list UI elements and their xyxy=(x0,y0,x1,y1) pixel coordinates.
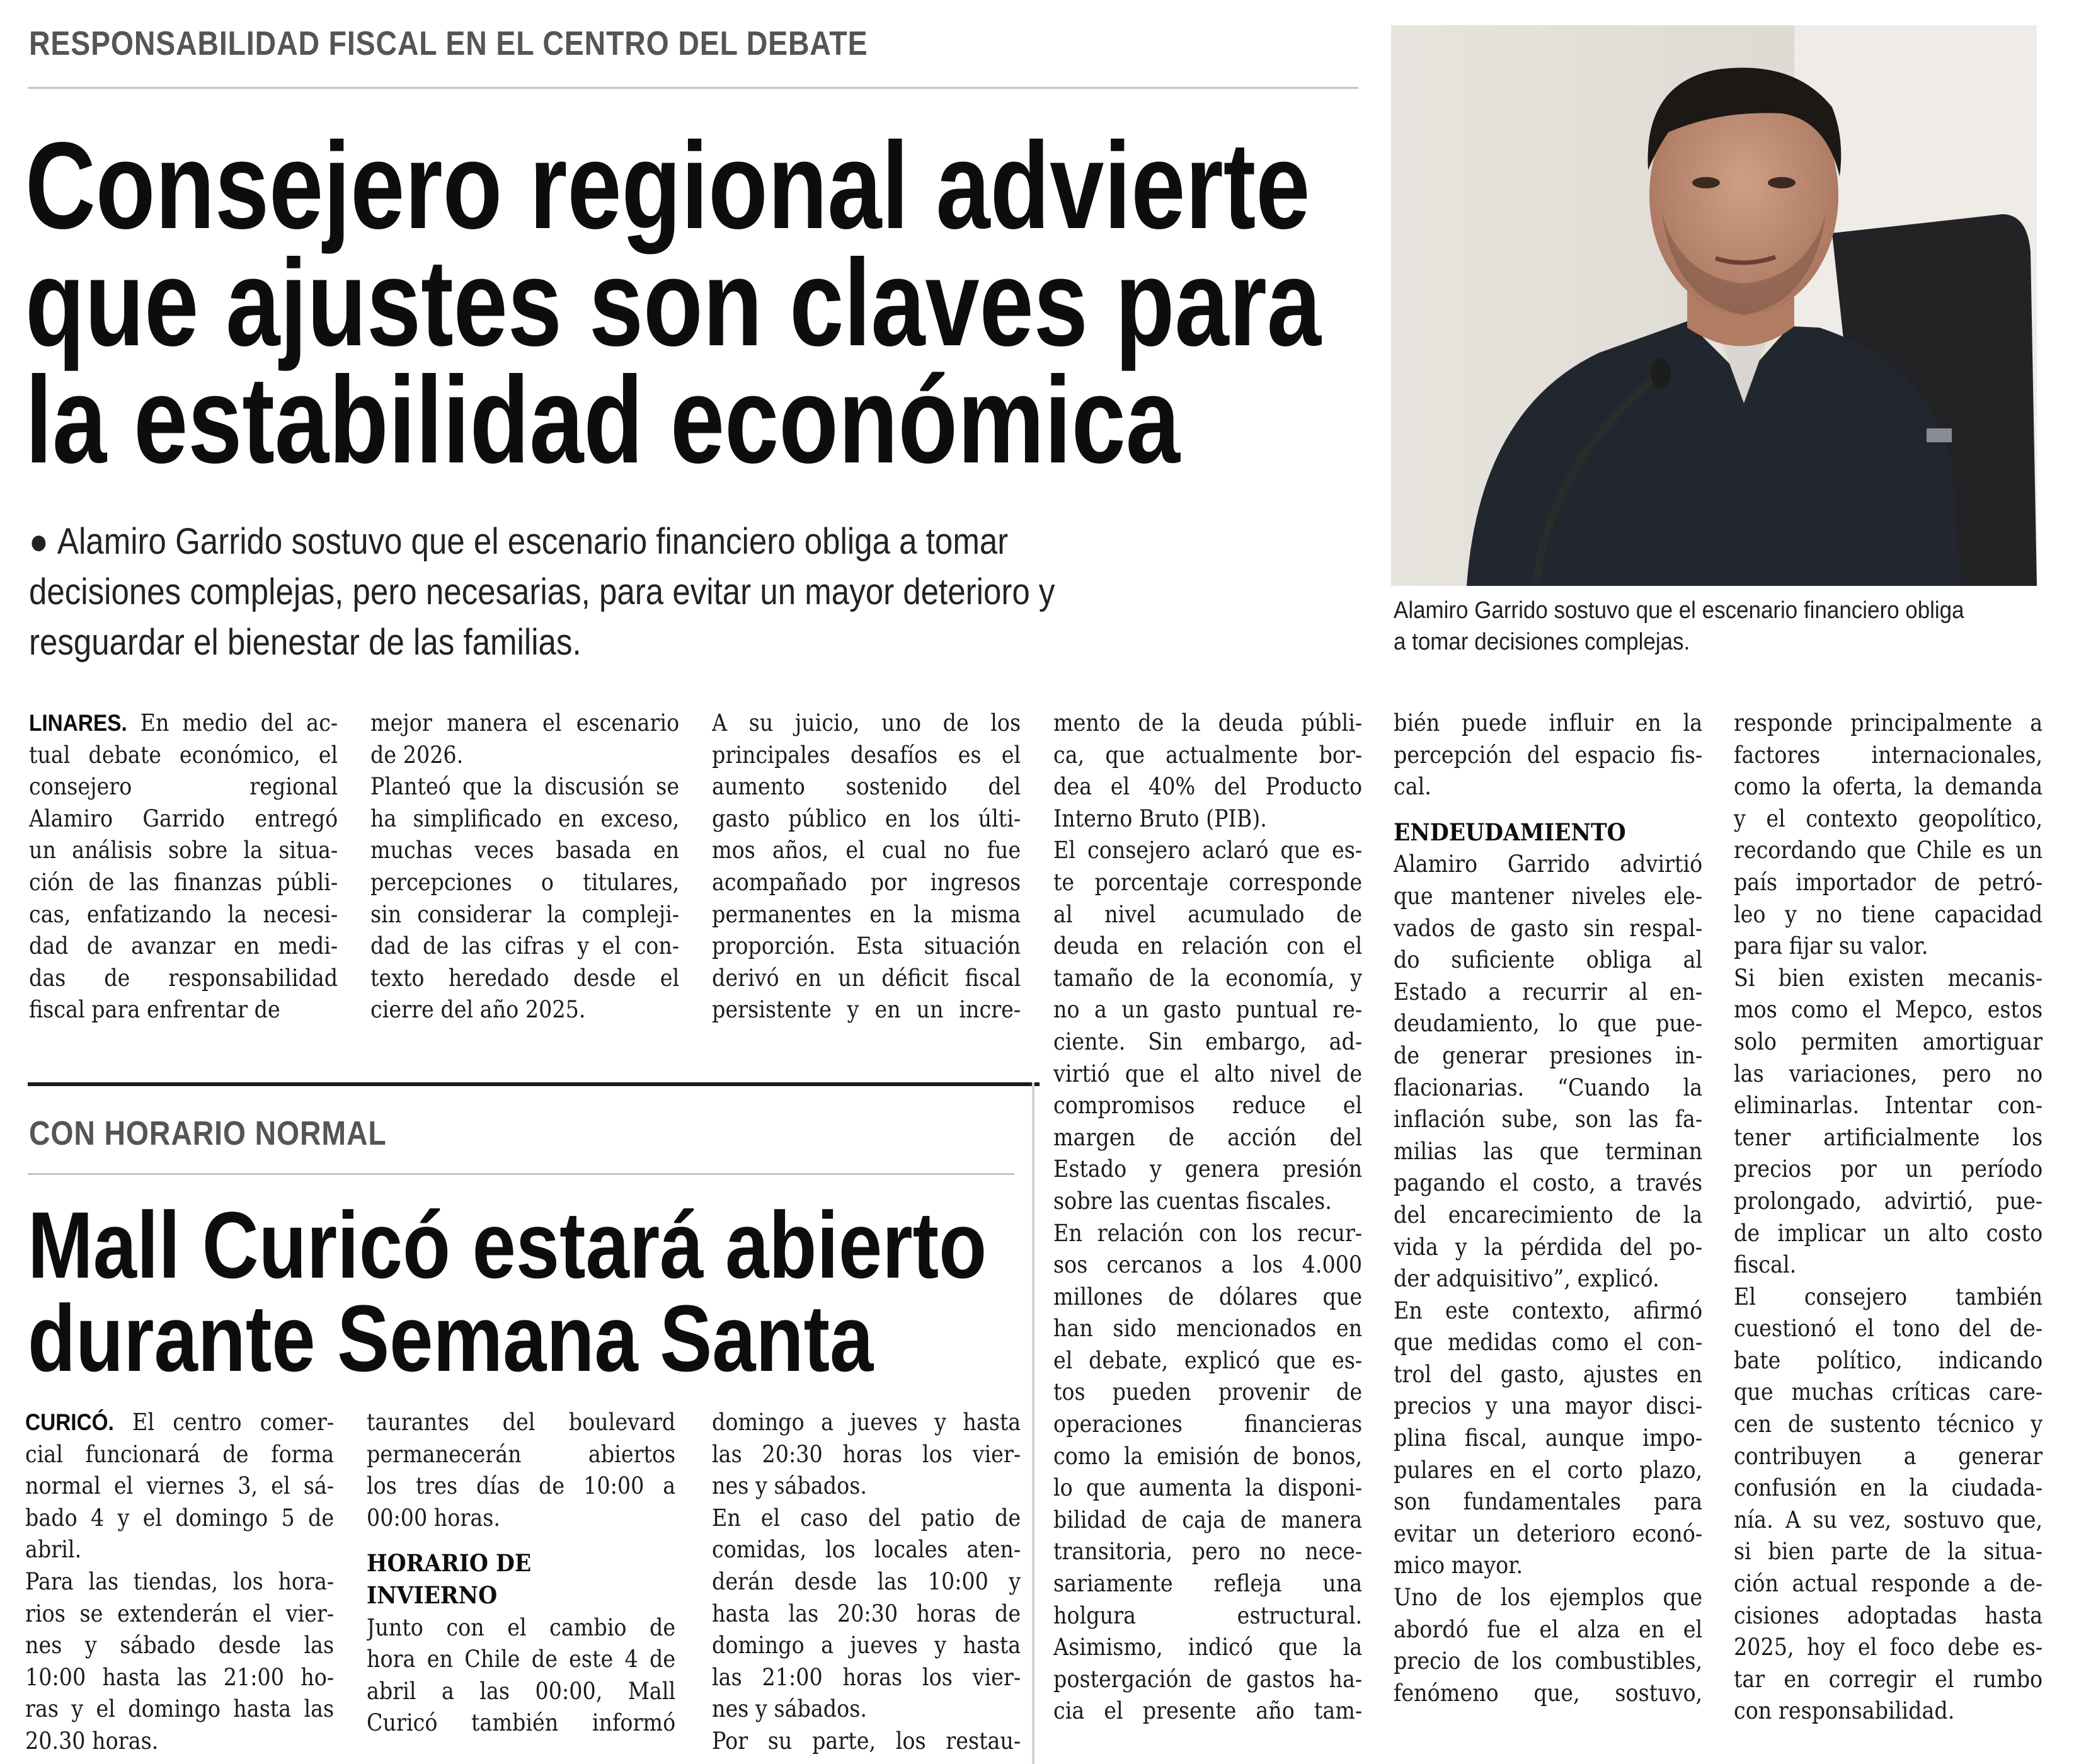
dateline: LINARES. xyxy=(29,709,127,736)
body-line: mos como el Mepco, estos xyxy=(1734,995,2042,1024)
body-line: muchas veces basada en xyxy=(370,836,679,864)
body-line: tual debate económico, el xyxy=(29,740,338,769)
body-line: transitoria, pero no nece- xyxy=(1053,1537,1362,1566)
body-line: domingo a jueves y hasta xyxy=(712,1408,1021,1436)
body-line: margen de acción del xyxy=(1053,1123,1362,1151)
body-line: mejor manera el escenario xyxy=(370,709,679,736)
body-line: bién puede influir en la xyxy=(1394,709,1702,736)
body-line: milias las que terminan xyxy=(1394,1137,1702,1165)
body-line: postergación de gastos ha- xyxy=(1053,1664,1362,1693)
dateline: CURICÓ. xyxy=(25,1409,114,1435)
kicker-divider xyxy=(28,87,1358,89)
body-line: deudamiento, lo que pue- xyxy=(1394,1009,1702,1038)
body-line: las 20:30 horas los vier- xyxy=(712,1440,1021,1468)
body-line: lo que aumenta la disponi- xyxy=(1053,1474,1362,1502)
body-line: der adquisitivo”, explicó. xyxy=(1394,1264,1659,1293)
article-body-column-3 xyxy=(712,1406,1021,1764)
headline-line: la estabilidad económica xyxy=(25,351,1180,489)
article-photo xyxy=(1391,25,2037,586)
body-line: inflación sube, son las fa- xyxy=(1394,1105,1702,1133)
body-line: Alamiro Garrido entregó xyxy=(29,804,338,832)
body-line: cas, enfatizando la necesi- xyxy=(29,900,338,928)
caption-line: a tomar decisiones complejas. xyxy=(1394,629,1690,655)
body-line: 10:00 hasta las 21:00 ho- xyxy=(25,1663,334,1691)
body-line: leo y no tiene capacidad xyxy=(1734,900,2042,928)
body-line: Interno Bruto (PIB). xyxy=(1053,804,1267,832)
body-line: cia el presente año tam- xyxy=(1053,1697,1362,1725)
body-line: de 2026. xyxy=(370,740,464,769)
body-line: de generar presiones in- xyxy=(1394,1041,1702,1069)
body-line: dea el 40% del Producto xyxy=(1053,772,1362,801)
body-line: ción actual responde a de- xyxy=(1734,1569,2042,1598)
body-line: tos pueden provenir de xyxy=(1053,1378,1362,1406)
body-line: percepciones o titulares, xyxy=(370,868,679,896)
body-line: permanecerán abiertos xyxy=(367,1440,675,1468)
article-kicker: CON HORARIO NORMAL xyxy=(29,1114,387,1152)
article-body-column-2 xyxy=(367,1406,675,1764)
section-subheading: HORARIO DE xyxy=(367,1549,532,1578)
bullet-icon: ● xyxy=(29,521,49,562)
body-line: pulares en el corto plazo, xyxy=(1394,1455,1702,1484)
body-line: consejero regional xyxy=(29,772,338,801)
article-body-column-4 xyxy=(1053,707,1362,1740)
body-line: cisiones adoptadas hasta xyxy=(1734,1601,2042,1629)
body-line: Planteó que la discusión se xyxy=(370,772,679,801)
body-line: ciente. Sin embargo, ad- xyxy=(1053,1027,1362,1055)
body-line: precios y una mayor disci- xyxy=(1394,1392,1702,1420)
headline-line: que ajustes son claves para xyxy=(25,234,1321,372)
body-line: millones de dólares que xyxy=(1053,1282,1362,1310)
body-line: al nivel acumulado de xyxy=(1053,900,1362,928)
body-line: En relación con los recur- xyxy=(1053,1218,1362,1247)
body-line: solo permiten amortiguar xyxy=(1734,1027,2042,1055)
body-line: sin considerar la compleji- xyxy=(370,900,679,928)
body-line: de implicar un alto costo xyxy=(1734,1218,2042,1247)
headline-line: durante Semana Santa xyxy=(28,1285,874,1391)
body-line: Asimismo, indicó que la xyxy=(1053,1633,1362,1661)
body-line: eliminarlas. Intentar con- xyxy=(1734,1091,2042,1120)
body-line: taurantes del boulevard xyxy=(367,1408,675,1436)
body-line: mos años, el cual no fue xyxy=(712,836,1021,864)
photo-caption xyxy=(1394,595,1964,658)
body-line: para fijar su valor. xyxy=(1734,932,1928,960)
body-line: son fundamentales para xyxy=(1394,1487,1702,1516)
body-line: Curicó también informó xyxy=(367,1709,675,1737)
body-line: bilidad de caja de manera xyxy=(1053,1505,1362,1533)
summary-line: resguardar el bienestar de las familias. xyxy=(29,622,582,663)
body-line: mento de la deuda públi- xyxy=(1053,709,1362,736)
body-line: virtió que el alto nivel de xyxy=(1053,1059,1362,1087)
body-line: sariamente refleja una xyxy=(1053,1569,1362,1598)
body-line: Estado y genera presión xyxy=(1053,1155,1362,1183)
body-line: Para las tiendas, los hora- xyxy=(25,1567,334,1595)
article-body-column-6 xyxy=(1734,707,2042,1740)
section-subheading: ENDEUDAMIENTO xyxy=(1394,818,1626,846)
body-line: do suficiente obliga al xyxy=(1394,946,1702,974)
body-line: un análisis sobre la situa- xyxy=(29,836,338,864)
body-line: precios por un período xyxy=(1734,1155,2042,1183)
body-line: Uno de los ejemplos que xyxy=(1394,1583,1702,1612)
body-line: y el contexto geopolítico, xyxy=(1734,804,2042,832)
body-line: En este contexto, afirmó xyxy=(1394,1296,1702,1324)
body-line: fiscal. xyxy=(1734,1251,1797,1279)
headline-line: Mall Curicó estará abierto xyxy=(28,1192,987,1298)
column-divider xyxy=(1032,1082,1034,1764)
kicker-divider xyxy=(28,1173,1014,1175)
body-line: cial funcionará de forma xyxy=(25,1440,334,1468)
body-line: A su juicio, uno de los xyxy=(712,709,1021,736)
body-line: trol del gasto, ajustes en xyxy=(1394,1360,1702,1388)
body-line: ha simplificado en exceso, xyxy=(370,804,679,832)
body-line: texto heredado desde el xyxy=(370,963,679,992)
body-line: Junto con el cambio de xyxy=(367,1613,675,1641)
body-line: derán desde las 10:00 y xyxy=(712,1567,1021,1595)
body-line: Alamiro Garrido advirtió xyxy=(1394,850,1702,878)
body-line: Por su parte, los restau- xyxy=(712,1726,1021,1755)
body-line: acompañado por ingresos xyxy=(712,868,1021,896)
body-line: flacionarias. “Cuando la xyxy=(1394,1073,1702,1101)
body-line: precio de los combustibles, xyxy=(1394,1647,1702,1675)
body-line: las 21:00 horas los vier- xyxy=(712,1663,1021,1691)
article-summary xyxy=(29,517,1055,668)
section-subheading: INVIERNO xyxy=(367,1581,498,1609)
article-kicker: RESPONSABILIDAD FISCAL EN EL CENTRO DEL DEBATE xyxy=(29,25,868,62)
body-line: sobre las cuentas fiscales. xyxy=(1053,1186,1332,1215)
body-line: normal el viernes 3, el sá- xyxy=(25,1472,334,1500)
body-line: En el caso del patio de xyxy=(712,1503,1021,1532)
body-line: recordando que Chile es un xyxy=(1734,836,2042,864)
body-line: hasta las 20:30 horas de xyxy=(712,1599,1021,1627)
body-line: cal. xyxy=(1394,772,1431,801)
body-line: vida y la pérdida del po- xyxy=(1394,1232,1702,1261)
body-line: El consejero aclaró que es- xyxy=(1053,836,1362,864)
body-line: bate político, indicando xyxy=(1734,1346,2042,1374)
body-line: mico mayor. xyxy=(1394,1551,1523,1579)
body-line: contribuyen a generar xyxy=(1734,1441,2042,1470)
man-portrait-image xyxy=(1391,25,2037,586)
body-line: Si bien existen mecanis- xyxy=(1734,963,2042,992)
body-line: país importador de petró- xyxy=(1734,868,2042,896)
body-line: nía. A su vez, sostuvo que, xyxy=(1734,1505,2042,1533)
body-line: que medidas como el con- xyxy=(1394,1328,1702,1356)
body-line: tamaño de la economía, y xyxy=(1053,963,1362,992)
body-line: fiscal para enfrentar de xyxy=(29,995,280,1024)
article-body-column-5 xyxy=(1394,707,1702,1740)
body-line: persistente y en un incre- xyxy=(712,995,1021,1024)
article-body-column-3 xyxy=(712,707,1021,1034)
body-line: nes y sábados. xyxy=(712,1472,867,1500)
body-line: tener artificialmente los xyxy=(1734,1123,2042,1151)
body-line: compromisos reduce el xyxy=(1053,1091,1362,1120)
body-line: abordó fue el alza en el xyxy=(1394,1615,1702,1643)
body-line: CURICÓ. El centro comer- xyxy=(25,1408,334,1436)
body-line: evitar un deterioro econó- xyxy=(1394,1519,1702,1547)
body-line: el debate, explicó que es- xyxy=(1053,1346,1362,1374)
body-line: te porcentaje corresponde xyxy=(1053,868,1362,896)
body-line: dad de las cifras y el con- xyxy=(370,932,679,960)
body-line: operaciones financieras xyxy=(1053,1410,1362,1438)
body-line: Estado a recurrir al en- xyxy=(1394,977,1702,1005)
body-line: rios se extenderán el vier- xyxy=(25,1599,334,1627)
body-line: ción de las finanzas públi- xyxy=(29,868,338,896)
body-line: abril a las 00:00, Mall xyxy=(367,1676,675,1705)
body-line: bado 4 y el domingo 5 de xyxy=(25,1503,334,1532)
body-line: cen de sustento técnico y xyxy=(1734,1410,2042,1438)
body-line: fenómeno que, sostuvo, xyxy=(1394,1678,1702,1707)
body-line: los tres días de 10:00 a xyxy=(367,1472,675,1500)
body-line: si bien parte de la situa- xyxy=(1734,1537,2042,1566)
body-line: ras y el domingo hasta las xyxy=(25,1695,334,1723)
headline-line: Consejero regional advierte xyxy=(25,117,1310,255)
caption-line: Alamiro Garrido sostuvo que el escenario financiero obliga xyxy=(1394,597,1964,624)
summary-line: decisiones complejas, pero necesarias, para evitar un mayor deterioro y xyxy=(29,571,1055,612)
body-line: deuda en relación con el xyxy=(1053,932,1362,960)
body-line: nes y sábado desde las xyxy=(25,1631,334,1659)
body-line: del encarecimiento de la xyxy=(1394,1200,1702,1228)
body-line: holgura estructural. xyxy=(1053,1601,1362,1629)
body-line: principales desafíos es el xyxy=(712,740,1021,769)
body-line: cuestionó el tono del de- xyxy=(1734,1314,2042,1343)
body-line: nes y sábados. xyxy=(712,1695,867,1723)
body-line: no a un gasto puntual re- xyxy=(1053,995,1362,1024)
body-line: que muchas críticas care- xyxy=(1734,1378,2042,1406)
body-line: que mantener niveles ele- xyxy=(1394,881,1702,910)
body-line: LINARES. En medio del ac- xyxy=(29,709,338,736)
body-line: El consejero también xyxy=(1734,1282,2042,1310)
body-line: las variaciones, pero no xyxy=(1734,1059,2042,1087)
body-line: gasto público en los últi- xyxy=(712,804,1021,832)
body-line: tar en corregir el rumbo xyxy=(1734,1664,2042,1693)
article-headline xyxy=(25,117,1321,489)
body-line: factores internacionales, xyxy=(1734,740,2042,769)
body-line: proporción. Esta situación xyxy=(712,932,1021,960)
article-body-column-2 xyxy=(370,707,679,1034)
article-headline xyxy=(28,1192,987,1391)
body-line: cierre del año 2025. xyxy=(370,995,586,1024)
body-line: 00:00 horas. xyxy=(367,1503,500,1532)
body-line: domingo a jueves y hasta xyxy=(712,1631,1021,1659)
body-line: ca, que actualmente bor- xyxy=(1053,740,1362,769)
body-line: plina fiscal, aunque impo- xyxy=(1394,1424,1702,1452)
body-line: confusión en la ciudada- xyxy=(1734,1474,2042,1502)
body-line: sos cercanos a los 4.000 xyxy=(1053,1251,1362,1279)
body-line: pagando el costo, a través xyxy=(1394,1169,1702,1197)
body-line: derivó en un déficit fiscal xyxy=(712,963,1021,992)
body-line: han sido mencionados en xyxy=(1053,1314,1362,1343)
body-line: abril. xyxy=(25,1535,82,1564)
body-line: con responsabilidad. xyxy=(1734,1697,1955,1725)
body-line: 20.30 horas. xyxy=(25,1726,159,1755)
body-line: aumento sostenido del xyxy=(712,772,1021,801)
body-line: 2025, hoy el foco debe es- xyxy=(1734,1633,2042,1661)
article-body-column-1 xyxy=(29,707,338,1034)
body-line: permanentes en la misma xyxy=(712,900,1021,928)
body-line: como la emisión de bonos, xyxy=(1053,1441,1362,1470)
summary-line: Alamiro Garrido sostuvo que el escenario financiero obliga a tomar xyxy=(57,521,1009,562)
body-line: hora en Chile de este 4 de xyxy=(367,1645,675,1673)
body-line: vados de gasto sin respal- xyxy=(1394,914,1702,942)
body-line: das de responsabilidad xyxy=(29,963,338,992)
section-divider xyxy=(28,1082,1040,1086)
body-line: responde principalmente a xyxy=(1734,709,2042,736)
body-line: dad de avanzar en medi- xyxy=(29,932,338,960)
body-line: comidas, los locales aten- xyxy=(712,1535,1021,1564)
body-line: como la oferta, la demanda xyxy=(1734,772,2042,801)
body-line: prolongado, advirtió, pue- xyxy=(1734,1186,2042,1215)
body-line: percepción del espacio fis- xyxy=(1394,740,1702,769)
article-body-column-1 xyxy=(25,1406,334,1764)
